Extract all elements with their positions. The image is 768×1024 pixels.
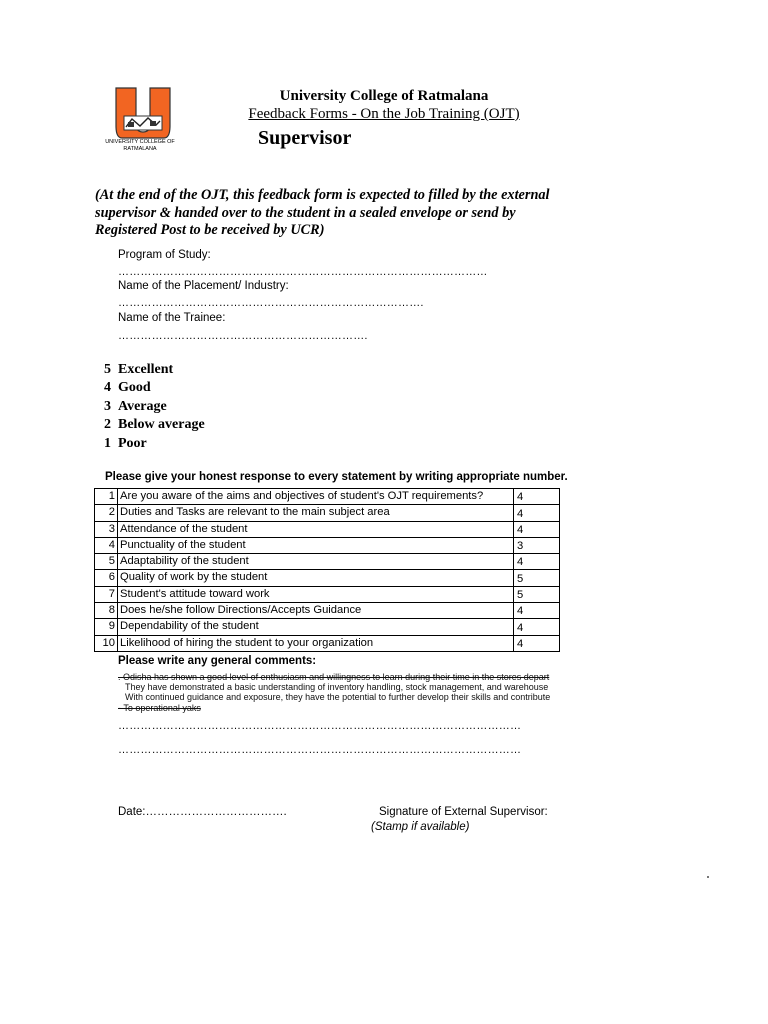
table-row [95,554,560,570]
comment-line: With continued guidance and exposure, they have the potential to further develop their skills and contribute [125,692,551,703]
scale-label: Good [118,380,151,396]
table-row [95,489,560,505]
table-row [95,635,560,651]
comment-dots-line[interactable]: ……………………………………………………………………………………………… [118,720,522,732]
scale-number: 2 [104,417,111,433]
table-row [95,537,560,553]
logo-caption-line2: RATMALANA [123,146,157,152]
scale-number: 3 [104,398,111,414]
row-statement: Student's attitude toward work [118,586,514,602]
row-number: 3 [95,521,118,537]
scale-label: Below average [118,417,205,433]
row-rating[interactable]: 4 [514,603,560,619]
row-statement: Does he/she follow Directions/Accepts Guidance [118,603,514,619]
table-row [95,603,560,619]
row-statement: Likelihood of hiring the student to your organization [118,635,514,651]
scale-label: Poor [118,435,147,451]
row-rating[interactable]: 4 [514,619,560,635]
scale-number: 5 [104,362,111,377]
stamp-note: (Stamp if available) [371,821,470,833]
instructions-text: (At the end of the OJT, this feedback form is expected to filled by the external supervisor & handed over to the student in a sealed envelope or send by Registered Post to be received by UCR) [95,187,550,238]
row-number: 4 [95,537,118,553]
row-rating[interactable]: 4 [514,489,560,505]
placement-label: Name of the Placement/ Industry: [118,280,289,292]
logo-caption-line1: UNIVERSITY COLLEGE OF [105,139,175,145]
row-number: 8 [95,603,118,619]
comment-line: They have demonstrated a basic understanding of inventory handling, stock management, and warehouse [125,682,549,693]
row-rating[interactable]: 4 [514,554,560,570]
comment-line: - To operational yaks [118,702,201,713]
row-number: 1 [95,489,118,505]
table-row [95,586,560,602]
table-row [95,505,560,521]
scale-label: Average [118,398,167,414]
scale-number: 1 [104,435,111,451]
row-number: 7 [95,586,118,602]
scan-speck [707,876,709,878]
college-name: University College of Ratmalana [279,88,489,104]
row-rating[interactable]: 3 [514,537,560,553]
scale-item [104,361,205,379]
row-statement: Dependability of the student [118,619,514,635]
comment-line: . Odisha has shown a good level of enthusiasm and willingness to learn during their time in the stores depart [118,672,550,682]
rating-scale [104,361,205,453]
role-heading: Supervisor [258,127,352,149]
scale-number: 4 [104,380,111,396]
comments-label: Please write any general comments: [118,655,317,667]
table-instruction: Please give your honest response to every statement by writing appropriate number. [105,471,568,483]
row-statement: Attendance of the student [118,521,514,537]
comments-field[interactable] [118,672,552,714]
ratings-table [94,488,560,652]
row-number: 5 [95,554,118,570]
row-number: 2 [95,505,118,521]
row-statement: Are you aware of the aims and objectives of student's OJT requirements? [118,489,514,505]
scale-item [104,416,205,434]
trainee-field[interactable]: …………………………………………………………. [118,330,368,342]
scale-label: Excellent [118,362,174,377]
logo-caption [100,139,180,153]
table-row [95,570,560,586]
scale-item [104,398,205,416]
row-statement: Adaptability of the student [118,554,514,570]
row-number: 10 [95,635,118,651]
row-rating[interactable]: 4 [514,505,560,521]
form-title: Feedback Forms - On the Job Training (OJT) [248,106,520,122]
date-field[interactable]: Date:………………………………. [118,806,287,818]
row-statement: Punctuality of the student [118,537,514,553]
placement-field[interactable]: ………………………………………………………………………. [118,297,424,309]
row-rating[interactable]: 4 [514,635,560,651]
scale-item [104,379,205,397]
row-rating[interactable]: 5 [514,586,560,602]
comment-dots-line[interactable]: ……………………………………………………………………………………………… [118,744,522,756]
program-of-study-field[interactable]: ……………………………………………………………………………………… [118,266,488,278]
table-row [95,521,560,537]
row-statement: Quality of work by the student [118,570,514,586]
row-rating[interactable]: 4 [514,521,560,537]
row-number: 9 [95,619,118,635]
row-rating[interactable]: 5 [514,570,560,586]
row-statement: Duties and Tasks are relevant to the main subject area [118,505,514,521]
table-row [95,619,560,635]
row-number: 6 [95,570,118,586]
trainee-label: Name of the Trainee: [118,312,226,324]
scale-item [104,435,205,453]
signature-label: Signature of External Supervisor: [379,806,548,818]
program-of-study-label: Program of Study: [118,249,211,261]
